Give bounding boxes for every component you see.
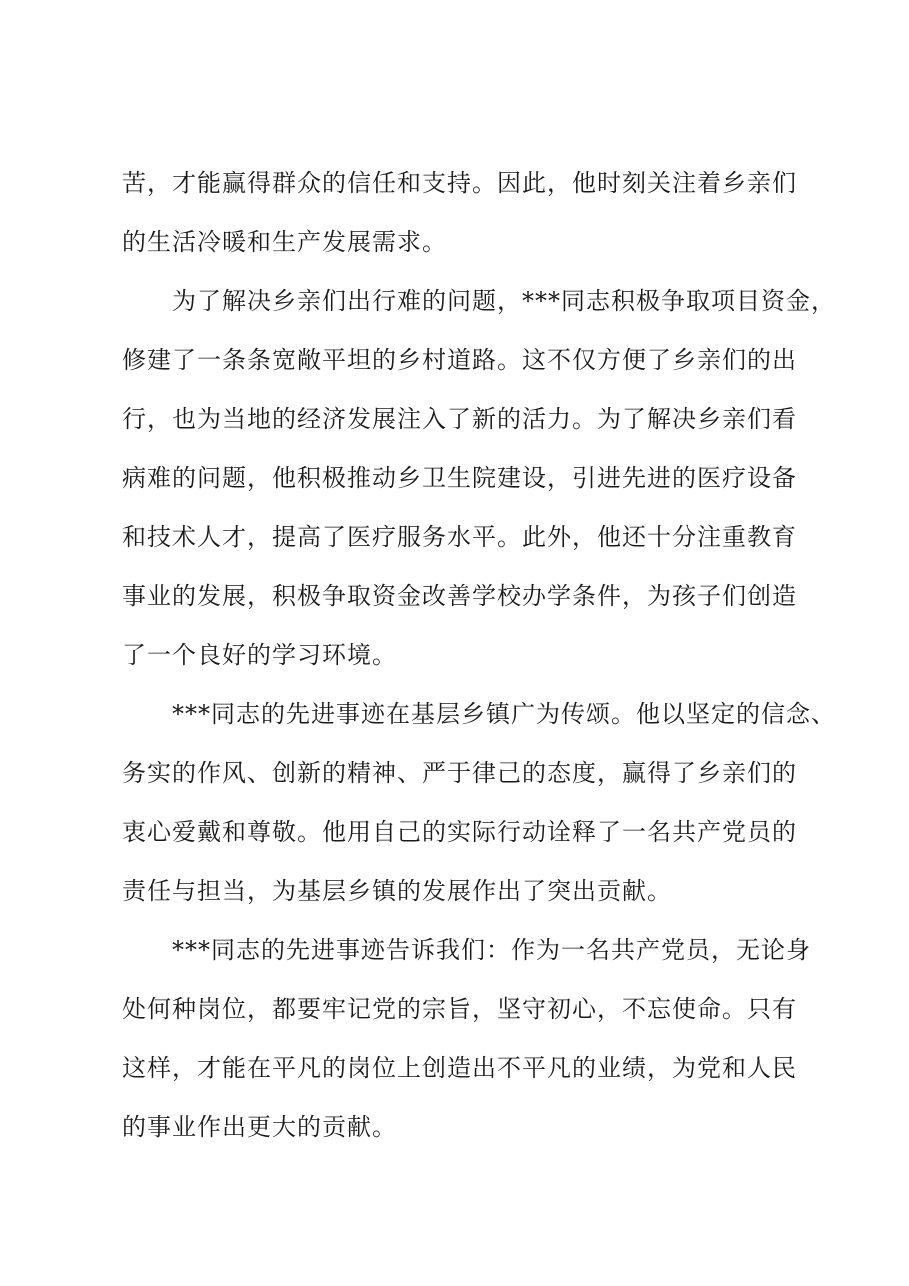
text-line: 责任与担当，为基层乡镇的发展作出了突出贡献。 [122, 877, 672, 905]
text-line: 苦，才能赢得群众的信任和支持。因此，他时刻关注着乡亲们 [122, 169, 797, 197]
paragraph-first-line: 为了解决乡亲们出行难的问题，***同志积极争取项目资金， [172, 287, 836, 315]
text-line: 和技术人才，提高了医疗服务水平。此外，他还十分注重教育 [122, 523, 797, 551]
text-line: 了一个良好的学习环境。 [122, 641, 397, 669]
text-line: 行，也为当地的经济发展注入了新的活力。为了解决乡亲们看 [122, 405, 797, 433]
paragraph-first-line: ***同志的先进事迹在基层乡镇广为传颂。他以坚定的信念、 [172, 700, 836, 728]
paragraph-first-line: ***同志的先进事迹告诉我们：作为一名共产党员，无论身 [172, 936, 811, 964]
text-line: 修建了一条条宽敞平坦的乡村道路。这不仅方便了乡亲们的出 [122, 346, 797, 374]
text-line: 的事业作出更大的贡献。 [122, 1113, 397, 1141]
text-line: 处何种岗位，都要牢记党的宗旨，坚守初心，不忘使命。只有 [122, 995, 797, 1023]
text-line: 衷心爱戴和尊敬。他用自己的实际行动诠释了一名共产党员的 [122, 818, 797, 846]
text-line: 事业的发展，积极争取资金改善学校办学条件，为孩子们创造 [122, 582, 797, 610]
text-line: 的生活冷暖和生产发展需求。 [122, 228, 447, 256]
text-line: 务实的作风、创新的精神、严于律己的态度，赢得了乡亲们的 [122, 759, 797, 787]
text-line: 这样，才能在平凡的岗位上创造出不平凡的业绩，为党和人民 [122, 1054, 797, 1082]
text-line: 病难的问题，他积极推动乡卫生院建设，引进先进的医疗设备 [122, 464, 797, 492]
